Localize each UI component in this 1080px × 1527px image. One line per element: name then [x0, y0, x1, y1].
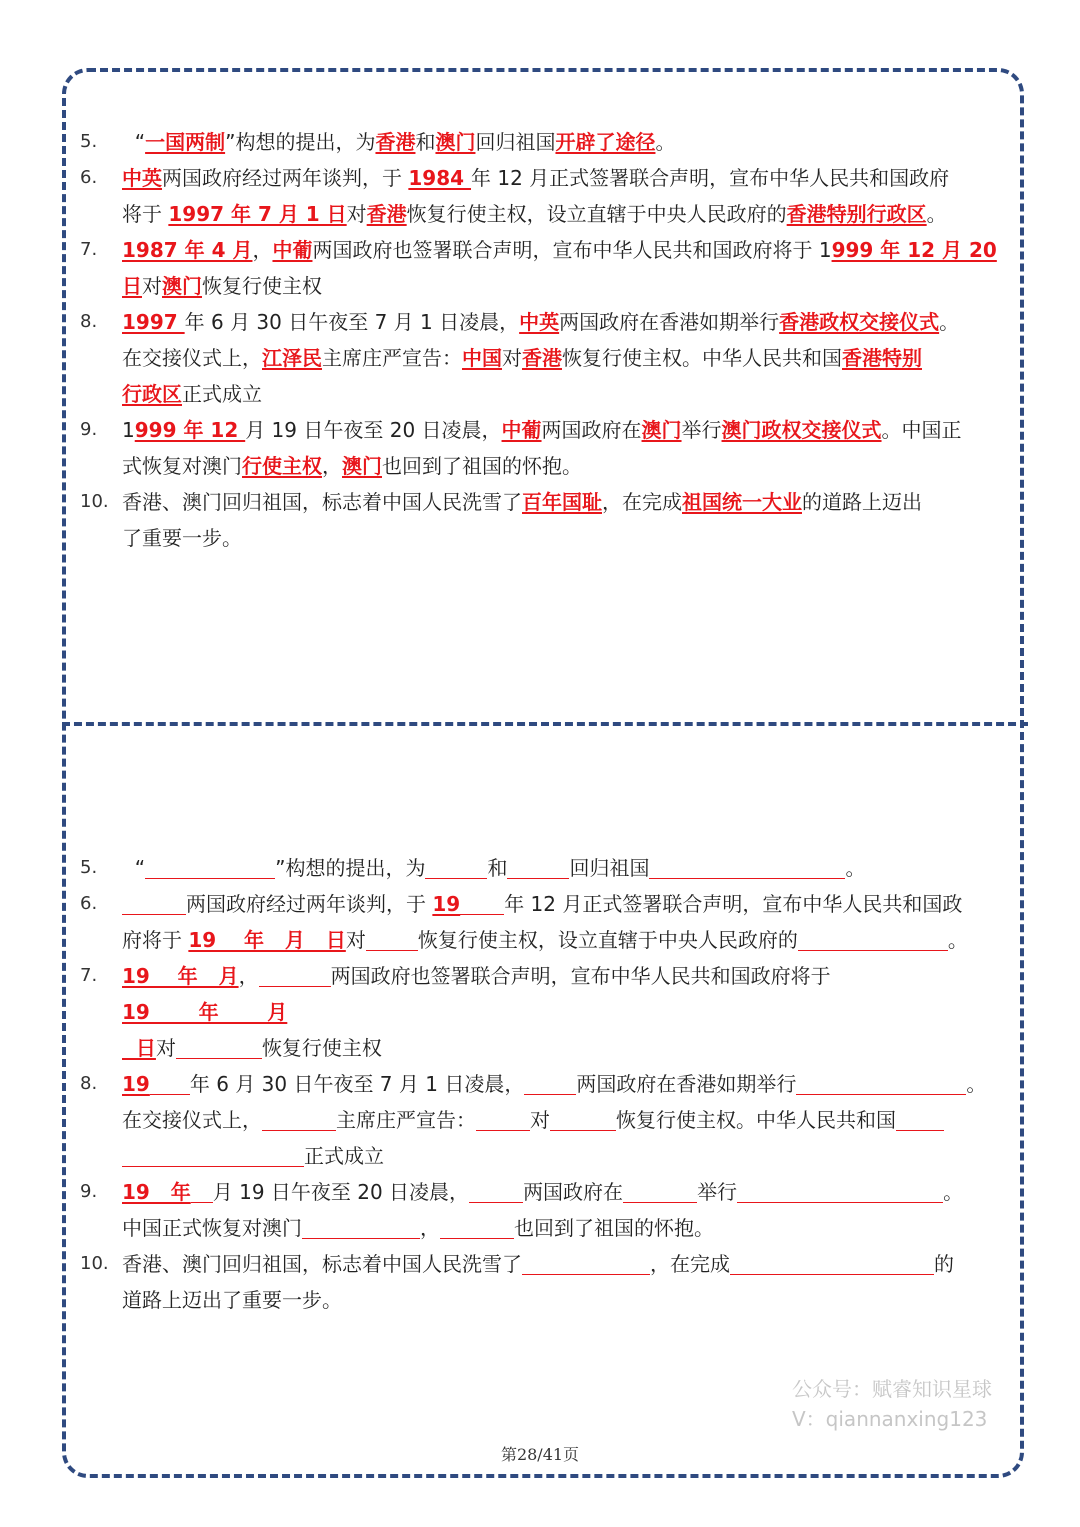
item-number: 9.	[80, 419, 98, 440]
item-number: 8.	[80, 1073, 98, 1094]
answer-text: 一国两制	[145, 130, 226, 154]
answer-text: 行政区	[122, 382, 182, 406]
answer-text: 澳门政权交接仪式	[721, 418, 882, 442]
answer-item-8: 8. 1997 年 6 月 30 日午夜至 7 月 1 日凌晨，中英两国政府在香港如期举行香港政权交接仪式。 在交接仪式上，江泽民主席庄严宣告：中国对香港恢复行使主权。中华人民共和国香港特别 行政区正式成立	[80, 304, 1000, 412]
blank-hint: 19 年 月	[122, 964, 239, 988]
item-number: 9.	[80, 1181, 98, 1202]
blank-line[interactable]	[524, 1070, 576, 1095]
answer-text: 1997	[122, 310, 185, 334]
blank-line[interactable]	[191, 1178, 213, 1203]
blank-line[interactable]	[550, 1106, 616, 1131]
blank-item-9: 9. 19 年 月 19 日午夜至 20 日凌晨， 两国政府在 举行 。 中国正式恢复对澳门 ， 也回到了祖国的怀抱。	[80, 1174, 1000, 1246]
answer-item-10: 10. 香港、澳门回归祖国，标志着中国人民洗雪了百年国耻，在完成祖国统一大业的道路上迈出 了重要一步。	[80, 484, 1000, 556]
item-number: 7.	[80, 239, 98, 260]
answer-text: 开辟了途径	[555, 130, 656, 154]
watermark	[792, 1374, 992, 1434]
answer-text: 日	[122, 274, 142, 298]
answer-text: 澳门	[641, 418, 682, 442]
answer-text: 999 年 12 月 20	[831, 238, 997, 262]
blank-line[interactable]	[425, 854, 487, 879]
blank-line[interactable]	[122, 890, 186, 915]
item-number: 8.	[80, 311, 98, 332]
blank-line[interactable]	[796, 1070, 966, 1095]
answer-text: 1987 年 4 月	[122, 238, 253, 262]
blank-item-8: 8. 19 年 6 月 30 日午夜至 7 月 1 日凌晨， 两国政府在香港如期举行 。 在交接仪式上， 主席庄严宣告： 对 恢复行使主权。中华人民共和国 正式成立	[80, 1066, 1000, 1174]
answer-text: 中葡	[501, 418, 542, 442]
blank-line[interactable]	[259, 962, 331, 987]
blank-line[interactable]	[366, 926, 418, 951]
blank-line[interactable]	[150, 1070, 190, 1095]
answer-text: 澳门	[162, 274, 202, 298]
watermark-line: 公众号：赋睿知识星球	[792, 1377, 992, 1401]
blank-line[interactable]	[649, 854, 845, 879]
item-number: 7.	[80, 965, 98, 986]
item-number: 10.	[80, 1253, 109, 1274]
answer-text: 999 年 12	[134, 418, 246, 442]
answer-item-9: 9. 1999 年 12 月 19 日午夜至 20 日凌晨，中葡两国政府在澳门举行澳门政权交接仪式。中国正 式恢复对澳门行使主权，澳门也回到了祖国的怀抱。	[80, 412, 1000, 484]
blank-hint: 19	[122, 1072, 150, 1096]
watermark-line: V：qiannanxing123	[792, 1407, 988, 1431]
item-number: 6.	[80, 893, 98, 914]
answer-text: 香港	[366, 202, 407, 226]
answer-text: 1984	[408, 166, 471, 190]
blank-item-5: 5. “ ”构想的提出，为 和 回归祖国 。	[80, 850, 1000, 886]
blank-line[interactable]	[896, 1106, 944, 1131]
blank-line[interactable]	[623, 1178, 697, 1203]
answer-text: 中国	[462, 346, 502, 370]
section-divider	[62, 722, 1028, 726]
blank-hint: 19 年	[122, 1180, 191, 1204]
answer-text: 1997 年 7 月 1 日	[168, 202, 347, 226]
answer-text: 中英	[519, 310, 560, 334]
blank-line[interactable]	[122, 1142, 304, 1167]
answer-text: 祖国统一大业	[682, 490, 802, 514]
blank-item-10: 10. 香港、澳门回归祖国，标志着中国人民洗雪了 ，在完成 的 道路上迈出了重要一步。	[80, 1246, 1000, 1318]
blank-line[interactable]	[469, 1178, 523, 1203]
item-number: 5.	[80, 857, 98, 878]
answer-text: 香港	[375, 130, 416, 154]
blank-line[interactable]	[522, 1250, 650, 1275]
blank-line[interactable]	[476, 1106, 530, 1131]
answer-text: 中葡	[272, 238, 313, 262]
blank-line[interactable]	[176, 1034, 262, 1059]
blank-hint: 19 年 月	[122, 1000, 288, 1024]
answer-text: 香港特别	[842, 346, 922, 370]
answer-item-6: 6. 中英两国政府经过两年谈判，于 1984 年 12 月正式签署联合声明，宣布中华人民共和国政府 将于 1997 年 7 月 1 日对香港恢复行使主权，设立直辖于中央人民政府的香港特别行政区。	[80, 160, 1000, 232]
answers-section	[80, 124, 1000, 556]
answer-item-7: 7. 1987 年 4 月，中葡两国政府也签署联合声明，宣布中华人民共和国政府将于 1999 年 12 月 20 日对澳门恢复行使主权	[80, 232, 1000, 304]
answer-text: 行使主权	[242, 454, 322, 478]
blank-line[interactable]	[730, 1250, 934, 1275]
page-number: 第28/41页	[500, 1445, 580, 1464]
blank-line[interactable]	[507, 854, 569, 879]
answer-text: 百年国耻	[522, 490, 602, 514]
blank-line[interactable]	[302, 1214, 420, 1239]
blank-hint: 19 年 月 日	[188, 928, 346, 952]
blank-line[interactable]	[460, 890, 504, 915]
blank-item-7: 7. 19 年 月， 两国政府也签署联合声明，宣布中华人民共和国政府将于 19 年 月 日对 恢复行使主权	[80, 958, 1000, 1066]
blank-line[interactable]	[737, 1178, 943, 1203]
blank-line[interactable]	[262, 1106, 336, 1131]
blank-line[interactable]	[798, 926, 948, 951]
answer-text: 香港	[522, 346, 562, 370]
answer-text: 中英	[122, 166, 162, 190]
blank-item-6: 6. 两国政府经过两年谈判，于 19 年 12 月正式签署联合声明，宣布中华人民共和国政 府将于 19 年 月 日对 恢复行使主权，设立直辖于中央人民政府的 。	[80, 886, 1000, 958]
blanks-section	[80, 850, 1000, 1318]
item-number: 5.	[80, 131, 98, 152]
blank-hint: 19	[432, 892, 461, 916]
item-number: 10.	[80, 491, 109, 512]
answer-text: 香港特别行政区	[786, 202, 927, 226]
item-number: 6.	[80, 167, 98, 188]
blank-line[interactable]	[440, 1214, 514, 1239]
answer-item-5: 5. “一国两制”构想的提出，为香港和澳门回归祖国开辟了途径。	[80, 124, 1000, 160]
blank-hint: 日	[122, 1036, 156, 1060]
answer-text: 澳门	[435, 130, 476, 154]
answer-text: 江泽民	[262, 346, 322, 370]
blank-line[interactable]	[145, 854, 275, 879]
answer-text: 澳门	[342, 454, 382, 478]
answer-text: 香港政权交接仪式	[779, 310, 940, 334]
